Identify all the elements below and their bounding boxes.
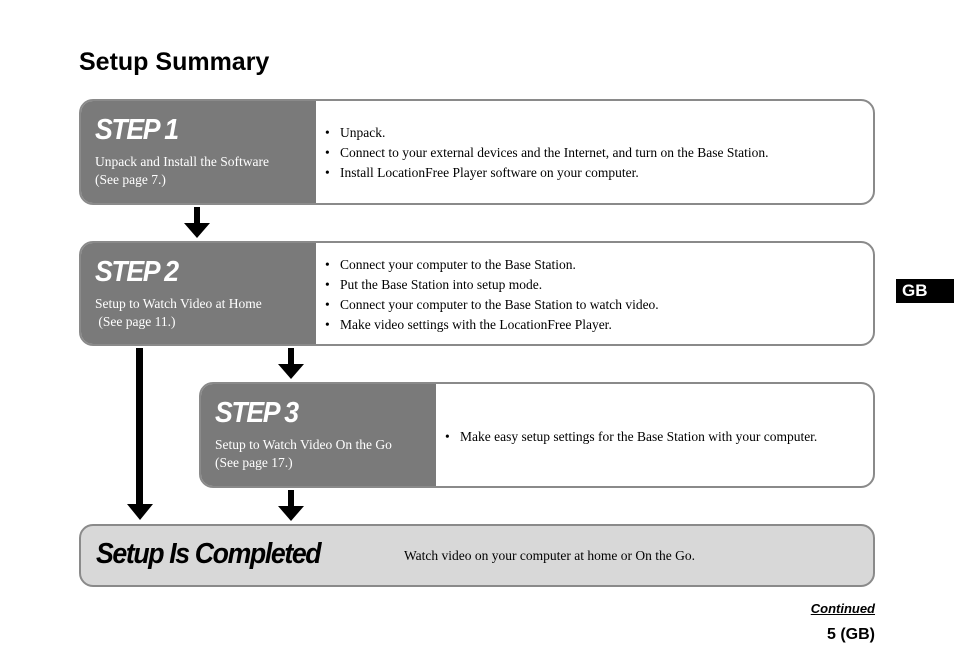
step-3-subtitle: Setup to Watch Video On the Go (See page 17.)	[215, 437, 392, 470]
step-3-panel	[201, 384, 436, 486]
list-item: • Make video settings with the LocationFree Player.	[325, 315, 659, 335]
step-1-heading: STEP 1	[95, 114, 178, 146]
setup-completed-heading: Setup Is Completed	[96, 538, 321, 570]
list-item: • Connect your computer to the Base Station to watch video.	[325, 295, 659, 315]
step-1-bullets	[325, 123, 769, 183]
arrow-down-icon	[183, 207, 211, 239]
step-1-subtitle: Unpack and Install the Software (See page 7.)	[95, 154, 269, 187]
arrow-down-icon	[277, 490, 305, 522]
setup-completed-text: Watch video on your computer at home or On the Go.	[404, 548, 695, 563]
list-item: • Unpack.	[325, 123, 769, 143]
list-item: • Connect your computer to the Base Station.	[325, 255, 659, 275]
step-2-panel	[81, 243, 316, 344]
list-item: • Make easy setup settings for the Base Station with your computer.	[445, 427, 817, 447]
list-item: • Connect to your external devices and the Internet, and turn on the Base Station.	[325, 143, 769, 163]
step-3-bullets	[445, 427, 817, 447]
list-item: • Install LocationFree Player software on your computer.	[325, 163, 769, 183]
step-1-box	[79, 99, 875, 205]
step-2-subtitle: Setup to Watch Video at Home (See page 11.)	[95, 296, 262, 329]
step-2-heading: STEP 2	[95, 256, 178, 288]
long-arrow-down-icon	[126, 348, 154, 521]
step-2-bullets	[325, 255, 659, 335]
step-3-box	[199, 382, 875, 488]
continued-label: Continued	[810, 601, 875, 616]
step-3-heading: STEP 3	[215, 397, 298, 429]
arrow-down-icon	[277, 348, 305, 380]
list-item: • Put the Base Station into setup mode.	[325, 275, 659, 295]
language-tab: GB	[896, 279, 954, 303]
page-title: Setup Summary	[79, 48, 270, 76]
page-number: 5 (GB)	[827, 626, 875, 643]
setup-completed-box	[79, 524, 875, 587]
step-1-panel	[81, 101, 316, 203]
step-2-box	[79, 241, 875, 346]
